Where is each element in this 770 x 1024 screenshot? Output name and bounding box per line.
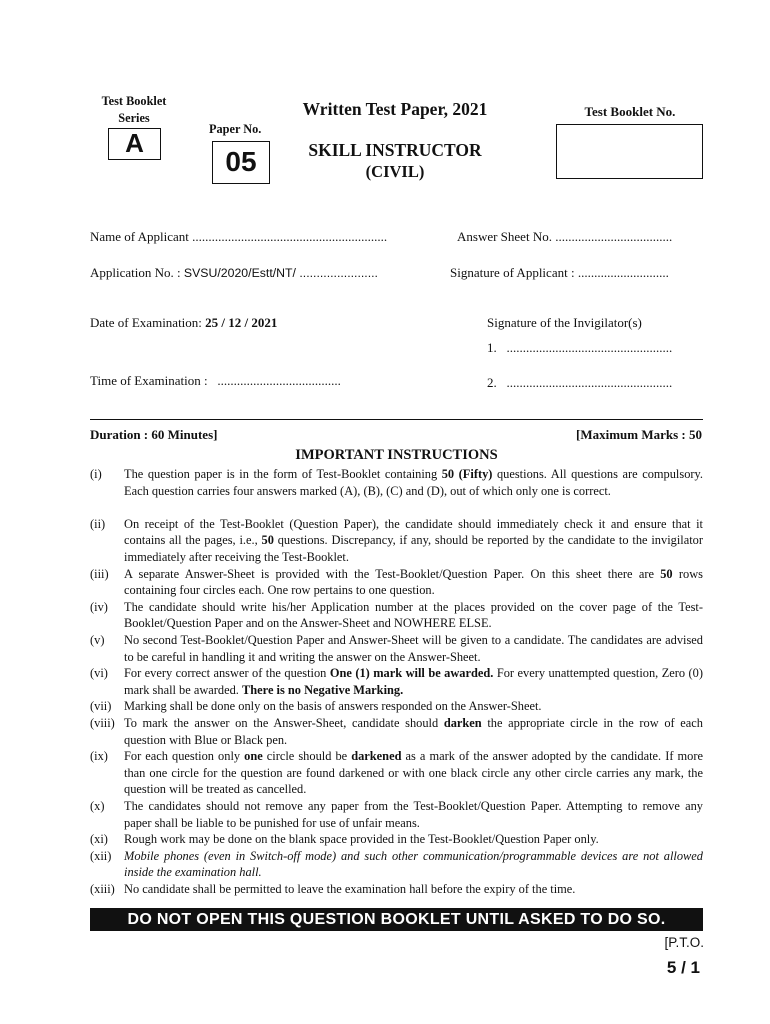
instruction-item bbox=[90, 881, 703, 898]
instruction-number: (vi) bbox=[90, 666, 108, 681]
instruction-text: Mobile phones (even in Switch-off mode) and such other communication/programmable devices are not allowed inside the examination hall. bbox=[124, 848, 703, 880]
instruction-number: (i) bbox=[90, 467, 102, 481]
do-not-open-banner: DO NOT OPEN THIS QUESTION BOOKLET UNTIL ASKED TO DO SO. bbox=[90, 908, 703, 931]
instruction-text: On receipt of the Test-Booklet (Question Paper), the candidate should immediately check it and ensure that it contains all the pages, i.e., 50 questions. Discrepancy, if any, should be reported by the candidate to the invigilator immediately after receiving the Test-Booklet. bbox=[124, 516, 703, 564]
instruction-text: The candidate should write his/her Application number at the places provided on the cover page of the Test-Booklet/Question Paper and on the Answer-Sheet and NOWHERE ELSE. bbox=[124, 599, 703, 631]
instruction-item bbox=[90, 798, 703, 831]
booklet-no-label: Test Booklet No. bbox=[584, 104, 676, 119]
signature-applicant-field: Signature of Applicant : ............................ bbox=[450, 265, 669, 280]
duration: Duration : 60 Minutes] bbox=[90, 427, 218, 442]
instruction-number: (x) bbox=[90, 799, 105, 813]
instruction-item bbox=[90, 831, 703, 848]
paper-title: Written Test Paper, 2021 bbox=[302, 99, 488, 119]
instruction-item bbox=[90, 516, 703, 566]
instruction-text: Marking shall be done only on the basis of answers responded on the Answer-Sheet. bbox=[124, 699, 542, 714]
instruction-item bbox=[90, 715, 703, 748]
instruction-item bbox=[90, 599, 703, 632]
page-code: 5 / 1 bbox=[666, 958, 700, 977]
instructions-title: IMPORTANT INSTRUCTIONS bbox=[295, 447, 498, 463]
instruction-number: (iv) bbox=[90, 599, 108, 614]
paper-no-box: 05 bbox=[212, 141, 270, 184]
instruction-number: (viii) bbox=[90, 716, 115, 730]
instruction-text: Rough work may be done on the blank space provided in the Test-Booklet/Question Paper only. bbox=[124, 832, 599, 847]
instruction-item bbox=[90, 566, 703, 599]
instruction-text: For every correct answer of the question One (1) mark will be awarded. For every unattempted question, Zero (0) mark shall be awarded. There is no Negative Marking. bbox=[124, 666, 704, 697]
applicant-name-field: Name of Applicant ............................................................ bbox=[90, 229, 388, 244]
instruction-item bbox=[90, 665, 703, 698]
instruction-text: For each question only one circle should be darkened as a mark of the answer adopted by the candidate. If more than one circle for the question are found darkened or with one black circle any other circle carries any mark, the question will be treated as cancelled. bbox=[124, 749, 703, 797]
exam-time-field: Time of Examination : ...................................... bbox=[90, 373, 341, 388]
exam-date-field: Date of Examination: 25 / 12 / 2021 bbox=[90, 315, 278, 330]
application-no-field: Application No. : SVSU/2020/Estt/NT/ ....................... bbox=[90, 265, 378, 280]
subject-title: SKILL INSTRUCTOR bbox=[308, 140, 482, 160]
instruction-text: To mark the answer on the Answer-Sheet, candidate should darken the appropriate circle in the row of each question with Blue or Black pen. bbox=[124, 716, 703, 747]
instruction-text: The candidates should not remove any paper from the Test-Booklet/Question Paper. Attempting to remove any paper shall be liable to be punished for use of unfair means. bbox=[124, 799, 703, 830]
booklet-no-box[interactable] bbox=[556, 124, 703, 179]
instruction-number: (ix) bbox=[90, 749, 108, 764]
max-marks: [Maximum Marks : 50 bbox=[575, 427, 702, 442]
instruction-item bbox=[90, 632, 703, 665]
pto-label: [P.T.O. bbox=[664, 935, 704, 950]
paper-no-label: Paper No. bbox=[209, 122, 262, 136]
instruction-number: (v) bbox=[90, 633, 105, 647]
series-box: A bbox=[108, 128, 161, 160]
instruction-item bbox=[90, 748, 703, 798]
instruction-number: (iii) bbox=[90, 566, 109, 581]
instruction-number: (ii) bbox=[90, 516, 106, 531]
instruction-item bbox=[90, 848, 703, 881]
instruction-number: (vii) bbox=[90, 699, 112, 714]
instruction-text: The question paper is in the form of Test-Booklet containing 50 (Fifty) questions. All questions are compulsory. Each question carries four answers marked (A), (B), (C) and (D), out of which only one is correct. bbox=[124, 467, 703, 498]
instruction-text: A separate Answer-Sheet is provided with the Test-Booklet/Question Paper. On this sheet there are 50 rows containing four circles each. One row pertains to one question. bbox=[124, 566, 703, 598]
instruction-text: No candidate shall be permitted to leave the examination hall before the expiry of the time. bbox=[124, 882, 576, 896]
invigilator-label: Signature of the Invigilator(s) bbox=[487, 315, 642, 330]
instruction-number: (xiii) bbox=[90, 882, 115, 896]
invigilator-line-1: 1. ................................................... bbox=[487, 340, 673, 355]
branch-title: (CIVIL) bbox=[365, 162, 425, 181]
invigilator-line-2: 2. ................................................... bbox=[487, 375, 673, 390]
answer-sheet-field: Answer Sheet No. .................................... bbox=[457, 229, 673, 244]
instruction-item bbox=[90, 466, 703, 499]
instruction-number: (xii) bbox=[90, 848, 112, 863]
instruction-number: (xi) bbox=[90, 832, 108, 847]
instruction-text: No second Test-Booklet/Question Paper and Answer-Sheet will be given to a candidate. The candidates are advised to be careful in handling it and writing the answer on the Answer-Sheet. bbox=[124, 633, 703, 664]
divider bbox=[90, 419, 703, 420]
instruction-item bbox=[90, 698, 703, 715]
series-label: Test Booklet Series bbox=[101, 94, 167, 125]
